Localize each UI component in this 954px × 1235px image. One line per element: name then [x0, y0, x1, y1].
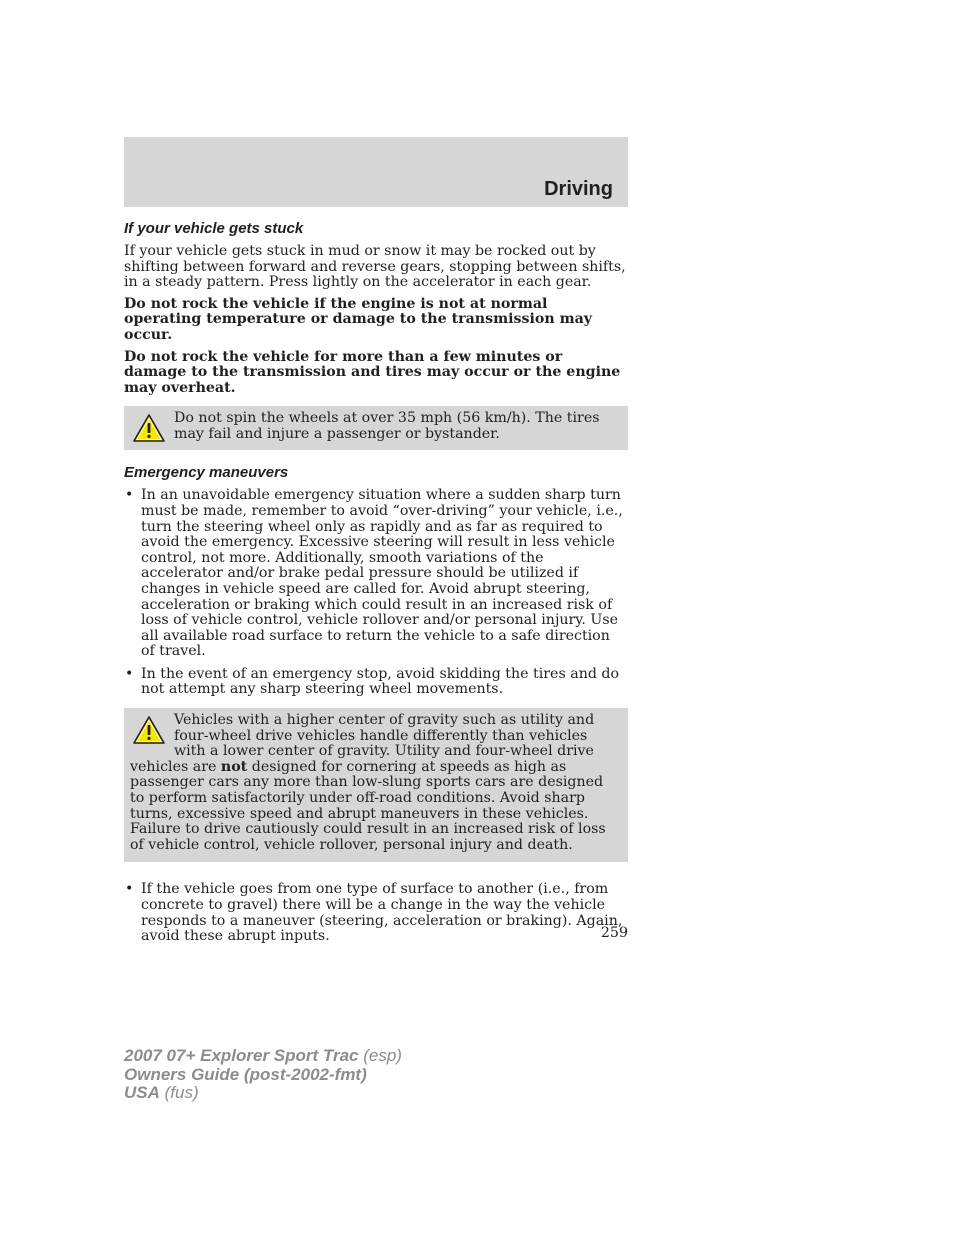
page-number: 259 [600, 925, 628, 941]
heading-vehicle-stuck: If your vehicle gets stuck [124, 220, 304, 237]
list-item [124, 488, 628, 660]
warning-box-wheel-spin [124, 406, 628, 450]
list-item [124, 667, 628, 698]
list-item-text: In the event of an emergency stop, avoid skidding the tires and do not attempt any sharp steering wheel movements. [141, 665, 620, 698]
warning-box-center-of-gravity [124, 708, 628, 862]
section-header-band [124, 137, 628, 207]
warning-triangle-icon [132, 715, 166, 745]
footer-market: USA [124, 1083, 160, 1102]
warning-text-part: Vehicles with a higher center of gravity such as utility and four-wheel drive vehicles handle differently than vehicles with a lower center of gravity. Utility and four-wheel drive vehicles are [130, 712, 595, 775]
page-content [124, 220, 628, 952]
footer-line-3 [124, 1084, 402, 1103]
emergency-bullet-list [124, 488, 628, 698]
footer-guide-type: Owners Guide (post-2002-fmt) [124, 1064, 367, 1084]
list-item [124, 882, 628, 944]
warning-text-center-of-gravity [130, 713, 620, 853]
list-item-text: If the vehicle goes from one type of surface to another (i.e., from concrete to gravel) there will be a change in the way the vehicle responds to a maneuver (steering, acceleration or braking). Again, avoid these abrupt inputs. [141, 881, 623, 945]
footer-model: 2007 07+ Explorer Sport Trac [124, 1046, 359, 1065]
warning-text-part: designed for cornering at speeds as high as passenger cars any more than low-slung sports cars are designed to perform satisfactorily under off-road conditions. Avoid sharp turns, excessive speed and abrupt maneuvers in these vehicles. Failure to drive cautiously could result in an increased risk of loss of vehicle control, vehicle rollover, personal injury and death. [130, 758, 606, 853]
heading-emergency-maneuvers: Emergency maneuvers [124, 464, 289, 482]
warning-triangle-icon [132, 413, 166, 443]
document-footer [124, 1047, 402, 1103]
section-title: Driving [544, 178, 613, 200]
surface-bullet-list [124, 882, 628, 944]
bullet-marker: • [125, 487, 134, 504]
footer-line-2 [124, 1066, 402, 1085]
stuck-bold-caution-1: Do not rock the vehicle if the engine is not at normal operating temperature or damage to the transmission may occur. [124, 295, 593, 343]
footer-market-code: (fus) [159, 1083, 199, 1102]
bullet-marker: • [125, 665, 134, 682]
footer-line-1 [124, 1047, 402, 1066]
footer-model-code: (esp) [358, 1046, 402, 1065]
warning-text-wheel-spin: Do not spin the wheels at over 35 mph (56 km/h). The tires may fail and injure a passenger or bystander. [174, 410, 600, 442]
bullet-marker: • [125, 881, 134, 898]
list-item-text: In an unavoidable emergency situation where a sudden sharp turn must be made, remember to avoid “over-driving” your vehicle, i.e., turn the steering wheel only as rapidly and as far as required to avoid the emergency. Excessive steering will result in less vehicle control, not more. Additionally, smooth variations of the accelerator and/or brake pedal pressure should be utilized if changes in vehicle speed are called for. Avoid abrupt steering, acceleration or braking which could result in an increased risk of loss of vehicle control, vehicle rollover and/or personal injury. Use all available road surface to return the vehicle to a safe direction of travel. [141, 487, 623, 660]
stuck-bold-caution-2: Do not rock the vehicle for more than a few minutes or damage to the transmission and tires may occur or the engine may overheat. [124, 348, 621, 396]
stuck-paragraph: If your vehicle gets stuck in mud or snow it may be rocked out by shifting between forward and reverse gears, stopping between shifts, in a steady pattern. Press lightly on the accelerator in each gear. [124, 243, 626, 291]
warning-emphasis: not [220, 758, 248, 775]
